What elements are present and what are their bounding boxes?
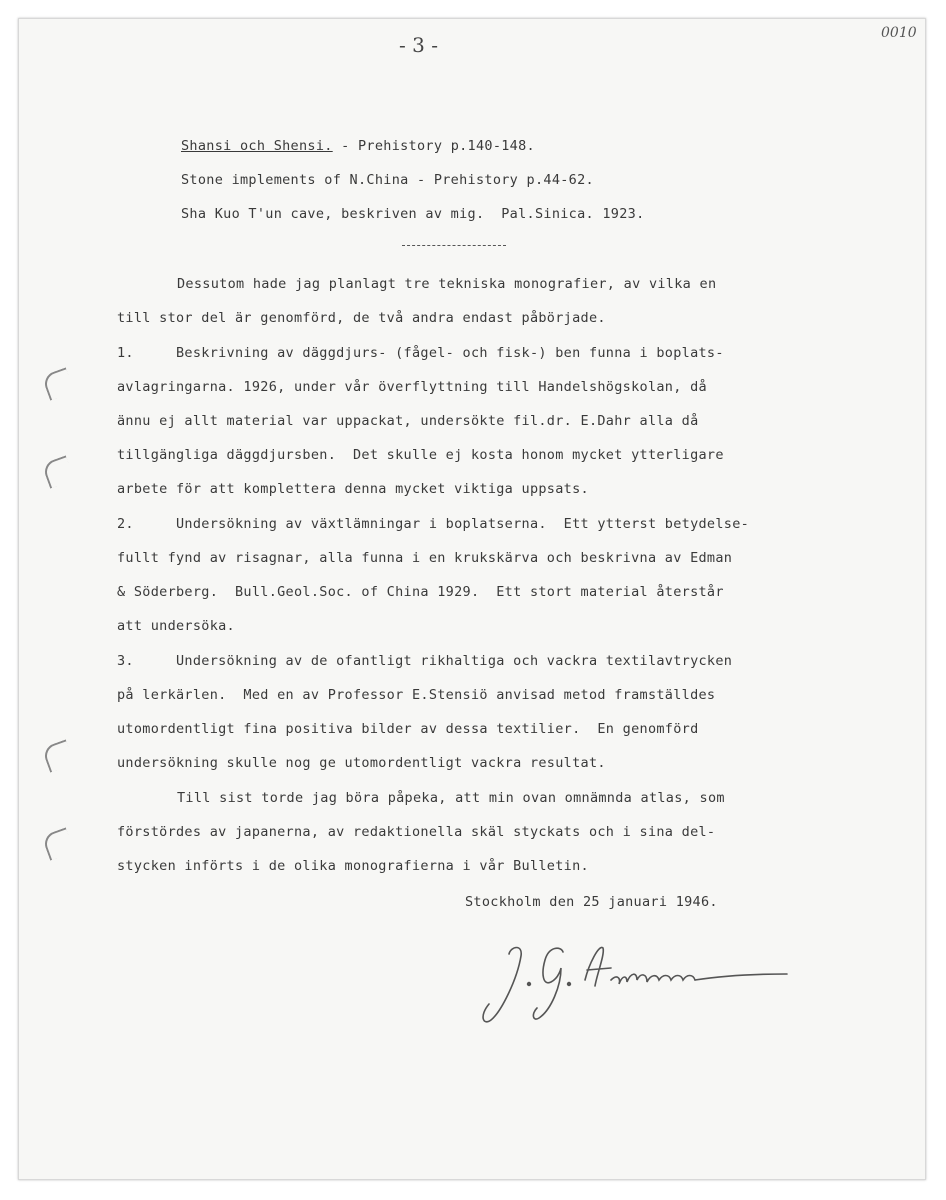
punch-hole-mark	[41, 367, 74, 400]
body-line: & Söderberg. Bull.Geol.Soc. of China 1929. Ett stort material återstår	[117, 584, 724, 600]
body-line: förstördes av japanerna, av redaktionella skäl styckats och i sina del-	[117, 824, 716, 840]
punch-hole-mark	[41, 739, 74, 772]
reference-line-2: Stone implements of N.China - Prehistory p.44-62.	[181, 172, 594, 188]
reference-title: Shansi och Shensi.	[181, 138, 333, 154]
body-line: arbete för att komplettera denna mycket viktiga uppsats.	[117, 481, 589, 497]
body-line: 2. Undersökning av växtlämningar i boplatserna. Ett ytterst betydelse-	[117, 516, 750, 532]
body-line: att undersöka.	[117, 618, 235, 634]
folio-number: 0010	[881, 25, 917, 41]
body-line: 1. Beskrivning av däggdjurs- (fågel- och fisk-) ben funna i boplats-	[117, 345, 724, 361]
body-line: undersökning skulle nog ge utomordentligt vackra resultat.	[117, 755, 606, 771]
body-line: tillgängliga däggdjursben. Det skulle ej kosta honom mycket ytterligare	[117, 447, 724, 463]
body-line: 3. Undersökning av de ofantligt rikhaltiga och vackra textilavtrycken	[117, 653, 733, 669]
body-line: till stor del är genomförd, de två andra endast påbörjade.	[117, 310, 606, 326]
body-line: avlagringarna. 1926, under vår överflyttning till Handelshögskolan, då	[117, 379, 707, 395]
page-number: - 3 -	[399, 33, 438, 57]
body-line: ännu ej allt material var uppackat, undersökte fil.dr. E.Dahr alla då	[117, 413, 699, 429]
reference-line-1	[181, 137, 535, 155]
body-line: fullt fynd av risagnar, alla funna i en krukskärva och beskrivna av Edman	[117, 550, 733, 566]
body-line: Dessutom hade jag planlagt tre tekniska monografier, av vilka en	[177, 276, 717, 292]
punch-hole-mark	[41, 455, 74, 488]
signature-image	[471, 924, 791, 1034]
separator-rule	[402, 245, 506, 246]
reference-line-3: Sha Kuo T'un cave, beskriven av mig. Pal.Sinica. 1923.	[181, 206, 645, 222]
body-line: stycken införts i de olika monografierna i vår Bulletin.	[117, 858, 589, 874]
reference-text: - Prehistory p.140-148.	[332, 138, 535, 154]
body-line: på lerkärlen. Med en av Professor E.Stensiö anvisad metod framställdes	[117, 687, 716, 703]
closing-line: Stockholm den 25 januari 1946.	[465, 894, 718, 910]
punch-hole-mark	[41, 827, 74, 860]
document-page	[18, 18, 926, 1180]
body-line: Till sist torde jag böra påpeka, att min ovan omnämnda atlas, som	[177, 790, 725, 806]
body-line: utomordentligt fina positiva bilder av dessa textilier. En genomförd	[117, 721, 699, 737]
